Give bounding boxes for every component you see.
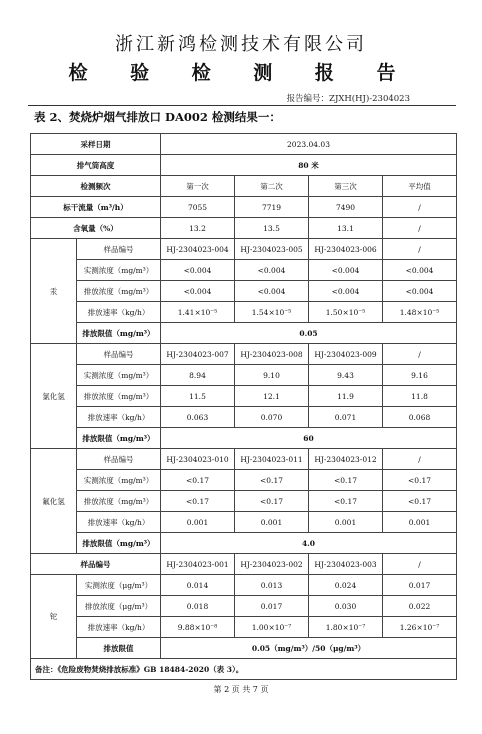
table-row: [31, 176, 457, 197]
table-row: [31, 533, 457, 554]
value-cell: <0.17: [161, 491, 235, 512]
limit-cell: 4.0: [161, 533, 457, 554]
row-label: 样品编号: [77, 344, 161, 365]
sample-no-cell: HJ-2304023-003: [309, 554, 383, 575]
stack-height: 80 米: [161, 155, 457, 176]
pollutant-name: 氯化氢: [31, 344, 77, 449]
row-label: 排放速率（kg/h）: [77, 512, 161, 533]
sample-no-cell: /: [383, 449, 457, 470]
report-title: 检 验 检 测 报 告: [68, 62, 414, 84]
row-label: 排放浓度（mg/m³）: [77, 491, 161, 512]
row-label: 实测浓度（μg/m³）: [77, 575, 161, 596]
value-cell: 1.41×10⁻⁵: [161, 302, 235, 323]
sample-no-cell: HJ-2304023-011: [235, 449, 309, 470]
table-row: [31, 281, 457, 302]
value-cell: <0.004: [235, 260, 309, 281]
sample-no-cell: /: [383, 239, 457, 260]
value-cell: 0.030: [309, 596, 383, 617]
value-cell: 0.017: [235, 596, 309, 617]
value-cell: <0.004: [161, 260, 235, 281]
value-cell: 0.001: [309, 512, 383, 533]
sample-no-cell: HJ-2304023-006: [309, 239, 383, 260]
table-row: [31, 470, 457, 491]
sample-no-cell: HJ-2304023-010: [161, 449, 235, 470]
pollutant-name: 汞: [31, 239, 77, 344]
value-cell: 9.43: [309, 365, 383, 386]
value-cell: 11.9: [309, 386, 383, 407]
table-row: [31, 512, 457, 533]
value-cell: 1.50×10⁻⁵: [309, 302, 383, 323]
value-cell: 0.001: [383, 512, 457, 533]
table-row: [31, 449, 457, 470]
limit-cell: 0.05: [161, 323, 457, 344]
flow-cell: 7719: [235, 197, 309, 218]
row-label: 样品编号: [77, 239, 161, 260]
value-cell: 11.8: [383, 386, 457, 407]
flow-cell: /: [383, 197, 457, 218]
value-cell: <0.004: [383, 281, 457, 302]
sample-no-cell: HJ-2304023-007: [161, 344, 235, 365]
row-label: 排放速率（kg/h）: [77, 302, 161, 323]
table-row: [31, 365, 457, 386]
value-cell: 11.5: [161, 386, 235, 407]
freq-cell: 第三次: [309, 176, 383, 197]
value-cell: <0.17: [235, 470, 309, 491]
freq-cell: 第一次: [161, 176, 235, 197]
table-row: [31, 134, 457, 155]
o2-cell: 13.5: [235, 218, 309, 239]
o2-cell: 13.2: [161, 218, 235, 239]
row-label: 实测浓度（mg/m³）: [77, 470, 161, 491]
freq-cell: 第二次: [235, 176, 309, 197]
value-cell: <0.17: [309, 470, 383, 491]
row-label: 排放限值（mg/m³）: [77, 533, 161, 554]
sample-no-cell: HJ-2304023-001: [161, 554, 235, 575]
value-cell: 9.10: [235, 365, 309, 386]
table-row: [31, 575, 457, 596]
value-cell: 8.94: [161, 365, 235, 386]
flow-cell: 7055: [161, 197, 235, 218]
sample-no-cell: HJ-2304023-004: [161, 239, 235, 260]
value-cell: 0.001: [161, 512, 235, 533]
value-cell: 0.070: [235, 407, 309, 428]
sample-no-cell: HJ-2304023-005: [235, 239, 309, 260]
pollutant-name: 铊: [31, 575, 77, 659]
value-cell: 0.022: [383, 596, 457, 617]
sample-date-label: 采样日期: [31, 134, 161, 155]
value-cell: 9.88×10⁻⁸: [161, 617, 235, 638]
value-cell: 1.00×10⁻⁷: [235, 617, 309, 638]
value-cell: 9.16: [383, 365, 457, 386]
table-row: [31, 428, 457, 449]
value-cell: <0.004: [161, 281, 235, 302]
table-row: [31, 638, 457, 659]
value-cell: <0.17: [161, 470, 235, 491]
row-label: 排放速率（kg/h）: [77, 407, 161, 428]
table-row: [31, 554, 457, 575]
table-row: [31, 407, 457, 428]
sample-no-cell: HJ-2304023-002: [235, 554, 309, 575]
value-cell: <0.17: [235, 491, 309, 512]
value-cell: <0.004: [309, 260, 383, 281]
table-row: [31, 218, 457, 239]
flow-label: 标干流量（m³/h）: [31, 197, 161, 218]
sample-date: 2023.04.03: [161, 134, 457, 155]
table-row: [31, 239, 457, 260]
row-label: 排放浓度（μg/m³）: [77, 596, 161, 617]
value-cell: 1.26×10⁻⁷: [383, 617, 457, 638]
table-row: [31, 155, 457, 176]
value-cell: <0.17: [383, 491, 457, 512]
results-table: [30, 133, 457, 680]
row-label: 样品编号: [77, 449, 161, 470]
value-cell: <0.004: [383, 260, 457, 281]
value-cell: 0.024: [309, 575, 383, 596]
value-cell: <0.17: [383, 470, 457, 491]
value-cell: 12.1: [235, 386, 309, 407]
o2-cell: /: [383, 218, 457, 239]
sample-no-cell: HJ-2304023-012: [309, 449, 383, 470]
table-row: [31, 344, 457, 365]
note: 备注：《危险废物焚烧排放标准》GB 18484-2020（表 3）。: [31, 659, 457, 680]
table-row: [31, 617, 457, 638]
table-row: [31, 323, 457, 344]
value-cell: 0.063: [161, 407, 235, 428]
value-cell: 0.013: [235, 575, 309, 596]
sample-no-cell: HJ-2304023-008: [235, 344, 309, 365]
header-divider: [28, 105, 456, 106]
value-cell: <0.004: [309, 281, 383, 302]
value-cell: 0.018: [161, 596, 235, 617]
row-label: 实测浓度（mg/m³）: [77, 260, 161, 281]
o2-label: 含氧量（%）: [31, 218, 161, 239]
value-cell: 0.014: [161, 575, 235, 596]
stack-height-label: 排气筒高度: [31, 155, 161, 176]
sample-no-cell: /: [383, 554, 457, 575]
pollutant-name: 氟化氢: [31, 449, 77, 554]
table-row: [31, 596, 457, 617]
table-row: [31, 197, 457, 218]
table-row: [31, 491, 457, 512]
row-label: 样品编号: [31, 554, 161, 575]
o2-cell: 13.1: [309, 218, 383, 239]
sample-no-cell: /: [383, 344, 457, 365]
value-cell: 0.001: [235, 512, 309, 533]
table-title: 表 2、焚烧炉烟气排放口 DA002 检测结果一：: [34, 110, 281, 124]
limit-cell: 60: [161, 428, 457, 449]
value-cell: 0.017: [383, 575, 457, 596]
value-cell: <0.17: [309, 491, 383, 512]
limit-cell: 0.05（mg/m³）/50（μg/m³）: [161, 638, 457, 659]
page-footer: 第 2 页 共 7 页: [213, 685, 269, 694]
freq-cell: 平均值: [383, 176, 457, 197]
table-row: [31, 659, 457, 680]
report-number: 报告编号：ZJXH(HJ)-2304023: [286, 94, 410, 104]
flow-cell: 7490: [309, 197, 383, 218]
table-row: [31, 260, 457, 281]
table-row: [31, 302, 457, 323]
row-label: 排放限值（mg/m³）: [77, 323, 161, 344]
value-cell: 0.068: [383, 407, 457, 428]
row-label: 排放限值（mg/m³）: [77, 428, 161, 449]
freq-label: 检测频次: [31, 176, 161, 197]
row-label: 排放限值: [77, 638, 161, 659]
value-cell: 1.54×10⁻⁵: [235, 302, 309, 323]
row-label: 排放浓度（mg/m³）: [77, 386, 161, 407]
value-cell: <0.004: [235, 281, 309, 302]
sample-no-cell: HJ-2304023-009: [309, 344, 383, 365]
row-label: 排放速率（kg/h）: [77, 617, 161, 638]
company-name: 浙江新鸿检测技术有限公司: [115, 34, 367, 55]
value-cell: 1.80×10⁻⁷: [309, 617, 383, 638]
table-row: [31, 386, 457, 407]
row-label: 排放浓度（mg/m³）: [77, 281, 161, 302]
value-cell: 0.071: [309, 407, 383, 428]
value-cell: 1.48×10⁻⁵: [383, 302, 457, 323]
row-label: 实测浓度（mg/m³）: [77, 365, 161, 386]
